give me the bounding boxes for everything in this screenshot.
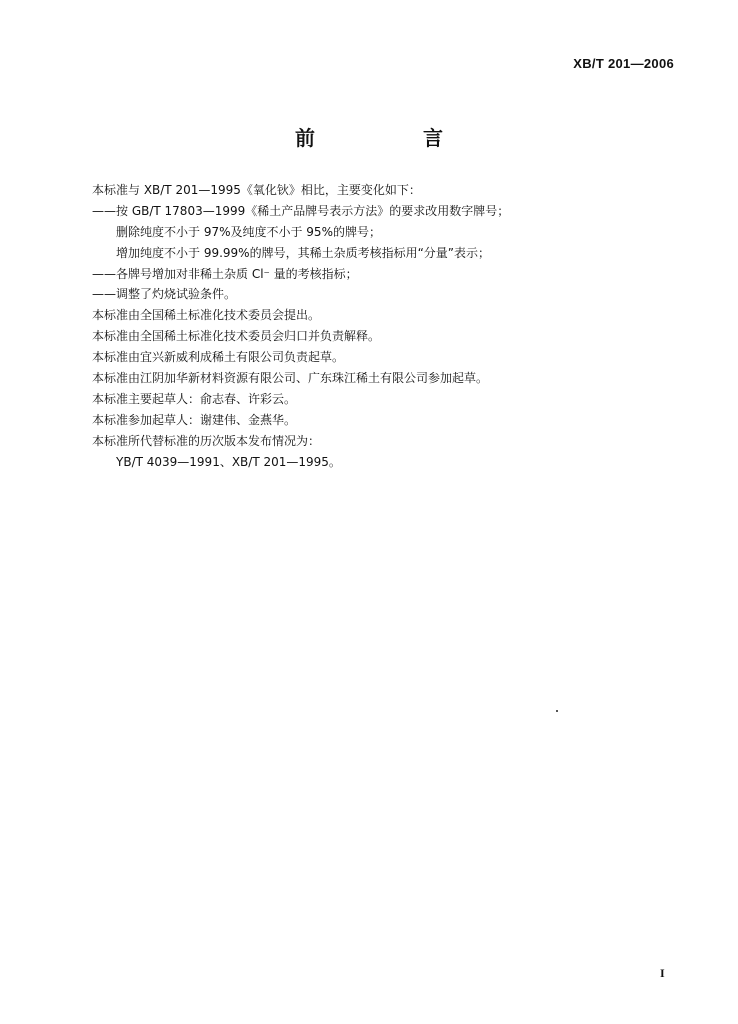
preface-line: 本标准由全国稀土标准化技术委员会归口并负责解释。 [92,329,381,344]
preface-line: 本标准所代替标准的历次版本发布情况为： [92,433,321,448]
preface-line: YB/T 4039—1991、XB/T 201—1995。 [116,454,341,469]
preface-line: 本标准由宜兴新威利成稀土有限公司负责起草。 [92,350,345,365]
preface-line: ——按 GB/T 17803—1999《稀土产品牌号表示方法》的要求改用数字牌号； [92,203,510,218]
preface-line: 本标准与 XB/T 201—1995《氧化钬》相比，主要变化如下： [92,183,421,197]
preface-line: 本标准由江阴加华新材料资源有限公司、广东珠江稀土有限公司参加起草。 [92,371,489,386]
preface-line: 本标准由全国稀土标准化技术委员会提出。 [92,308,321,323]
preface-line: 本标准参加起草人：谢建伟、金燕华。 [92,412,297,427]
preface-line: 增加纯度不小于 99.99%的牌号，其稀土杂质考核指标用“分量”表示； [116,245,491,260]
document-code: XB/T 201—2006 [573,56,674,71]
preface-line: ——调整了灼烧试验条件。 [92,287,237,302]
preface-line: 删除纯度不小于 97%及纯度不小于 95%的牌号； [116,224,381,239]
page-number: I [660,966,665,980]
page-title: 前 言 [295,126,487,150]
preface-body [92,180,692,472]
preface-line: 本标准主要起草人：俞志春、许彩云。 [92,391,297,406]
scan-speck [556,710,558,712]
preface-line: ——各牌号增加对非稀土杂质 Cl⁻ 量的考核指标； [92,266,358,281]
